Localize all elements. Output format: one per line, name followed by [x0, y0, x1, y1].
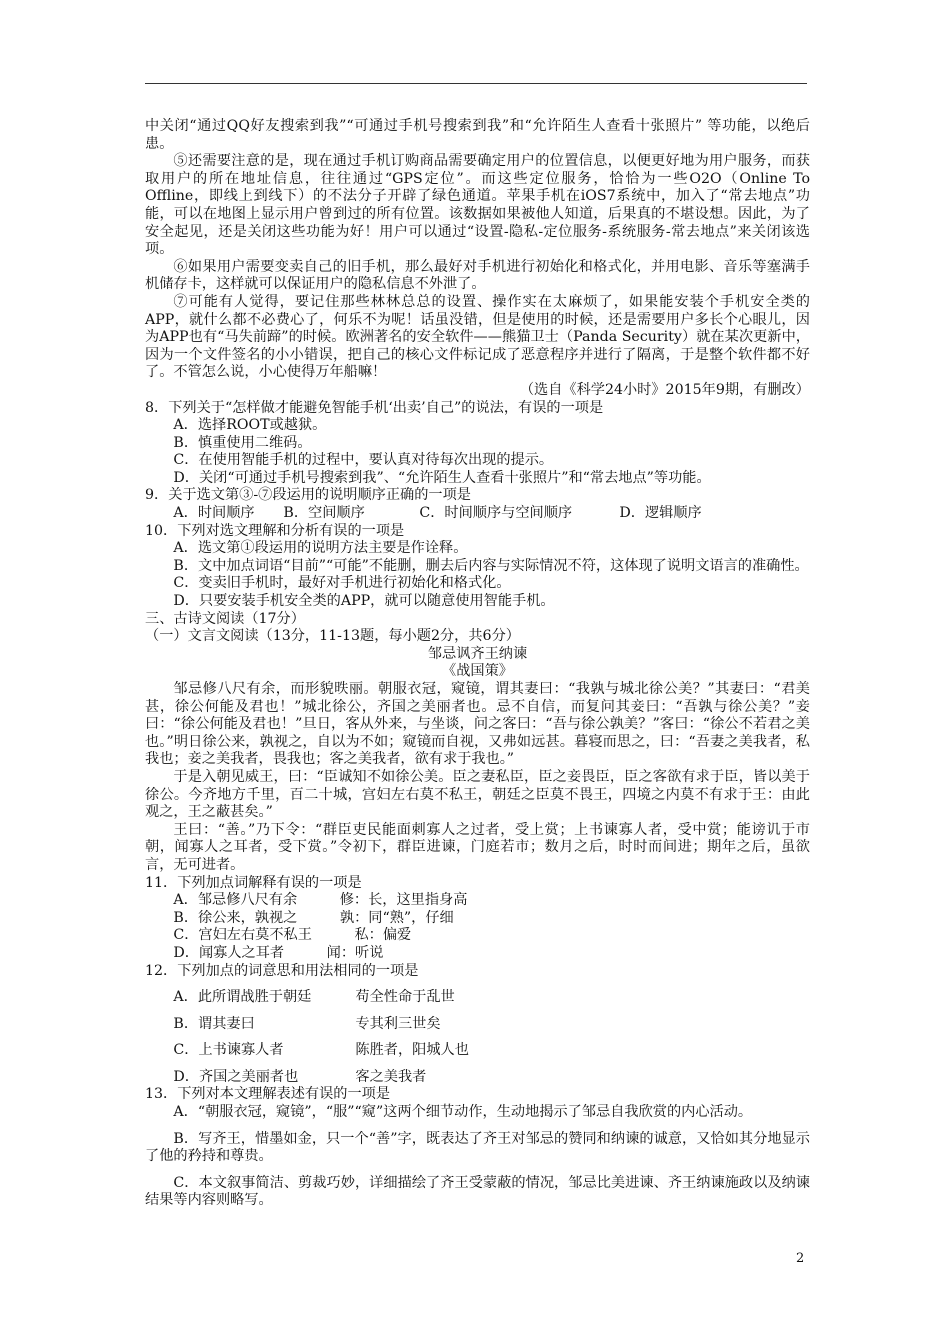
- question-9-option-c: C．时间顺序与空间顺序: [419, 505, 573, 522]
- section-heading: 三、古诗文阅读（17分）: [145, 610, 305, 627]
- question-11-option-c: C．宫妇左右莫不私王 私：偏爱: [173, 927, 412, 944]
- classical-paragraph-2: 于是入朝见威王，曰：“臣诚知不如徐公美。臣之妻私臣，臣之妾畏臣，臣之客欲有求于臣，皆以美于徐公。今齐地方千里，百二十城，宫妇左右莫不私王，朝廷之臣莫不畏王，四境之内莫不有求于王：由此观之，王之蔽甚矣。”: [145, 768, 810, 821]
- question-13-option-b: B．写齐王，惜墨如金，只一个“善”字，既表达了齐王对邹忌的赞同和纳谏的诚意，又恰如其分地显示了他的矜持和尊贵。: [145, 1130, 810, 1165]
- question-8-option-c: C．在使用智能手机的过程中，要认真对待每次出现的提示。: [173, 452, 554, 469]
- option-right: 客之美我者: [355, 1068, 427, 1085]
- question-13-option-a: A．“朝服衣冠，窥镜”，“服”“窥”这两个细节动作，生动地揭示了邹忌自我欣赏的内心活动。: [173, 1104, 753, 1121]
- question-8-option-a: A．选择ROOT或越狱。: [173, 417, 327, 434]
- article-source: （选自《科学24小时》2015年9期，有删改）: [519, 381, 810, 398]
- question-12-stem: 12．下列加点的词意思和用法相同的一项是: [145, 962, 419, 979]
- option-left: D．齐国之美丽者也: [173, 1068, 299, 1085]
- paragraph-5: ⑤还需要注意的是，现在通过手机订购商品需要确定用户的位置信息，以便更好地为用户服务，而获取用户的所在地址信息，往往通过“GPS定位”。而这些定位服务，恰恰为一些O2O（Online To Offline，即线上到线下）的不法分子开辟了绿色通道。苹果手机在iOS7系统中，加入了“常去地点”功能，可以在地图上显示用户曾到过的所有位置。该数据如果被他人知道，后果真的不堪设想。因此，为了安全起见，还是关闭这些功能为好！用户可以通过“设置-隐私-定位服务-系统服务-常去地点”来关闭该选项。: [145, 153, 810, 258]
- paragraph-6: ⑥如果用户需要变卖自己的旧手机，那么最好对手机进行初始化和格式化，并用电影、音乐等塞满手机储存卡，这样就可以保证用户的隐私信息不外泄了。: [145, 258, 810, 293]
- document-body: [145, 118, 810, 1210]
- header-rule: [145, 83, 807, 84]
- question-8-stem: 8．下列关于“怎样做才能避免智能手机‘出卖’自己”的说法，有误的一项是: [145, 399, 604, 416]
- option-left: C．上书谏寡人者: [173, 1042, 284, 1059]
- question-9-option-a: A．时间顺序: [173, 505, 255, 522]
- question-12-option-d: [145, 1069, 810, 1087]
- question-13-stem: 13．下列对本文理解表述有误的一项是: [145, 1086, 391, 1103]
- question-8-option-d: D．关闭“可通过手机号搜索到我”、“允许陌生人查看十张照片”和“常去地点”等功能。: [173, 469, 711, 486]
- question-11-option-d: D．闻寡人之耳者 闻：听说: [173, 944, 384, 961]
- option-right: 陈胜者，阳城人也: [355, 1042, 469, 1059]
- question-12-option-c: [145, 1042, 810, 1060]
- option-left: B．谓其妻曰: [173, 1015, 255, 1032]
- question-10-stem: 10．下列对选文理解和分析有误的一项是: [145, 522, 405, 539]
- paragraph-continuation: 中关闭“通过QQ好友搜索到我”“可通过手机号搜索到我”和“允许陌生人查看十张照片” 等功能，以绝后患。: [145, 118, 810, 152]
- option-right: 专其利三世矣: [355, 1015, 441, 1032]
- question-9-options: [145, 505, 810, 523]
- question-11-option-a: A．邹忌修八尺有余 修：长，这里指身高: [173, 892, 468, 909]
- option-left: A．此所谓战胜于朝廷: [173, 989, 312, 1006]
- question-8-option-b: B．慎重使用二维码。: [173, 434, 312, 451]
- option-right: 苟全性命于乱世: [355, 989, 455, 1006]
- classical-title: 邹忌讽齐王纳谏: [427, 645, 528, 662]
- question-11-stem: 11．下列加点词解释有误的一项是: [145, 874, 362, 891]
- question-12-option-a: [145, 989, 810, 1007]
- question-10-option-b: B．文中加点词语“目前”“可能”不能删，删去后内容与实际情况不符，这体现了说明文语言的准确性。: [173, 557, 809, 574]
- question-9-option-b: B．空间顺序: [283, 505, 365, 522]
- question-9-stem: 9．关于选文第③-⑦段运用的说明顺序正确的一项是: [145, 487, 471, 504]
- question-9-option-d: D．逻辑顺序: [619, 505, 702, 522]
- classical-source: 《战国策》: [442, 663, 513, 680]
- question-13-option-c: C．本文叙事简洁、剪裁巧妙，详细描绘了齐王受蒙蔽的情况，邹忌比美进谏、齐王纳谏施政以及纳谏结果等内容则略写。: [145, 1174, 810, 1209]
- question-10-option-a: A．选文第①段运用的说明方法主要是作诠释。: [173, 540, 468, 557]
- question-12-option-b: [145, 1016, 810, 1034]
- paragraph-7: ⑦可能有人觉得，要记住那些林林总总的设置、操作实在太麻烦了，如果能安装个手机安全类的APP，就什么都不必费心了，何乐不为呢！话虽没错，但是使用的时候，还是需要用户多长个心眼儿，因为APP也有“马失前蹄”的时候。欧洲著名的安全软件——熊猫卫士（Panda Security）就在某次更新中，因为一个文件签名的小小错误，把自己的核心文件标记成了恶意程序并进行了隔离，于是整个软件都不好了。不管怎么说，小心使得万年船嘛！: [145, 293, 810, 381]
- question-10-option-c: C．变卖旧手机时，最好对手机进行初始化和格式化。: [173, 575, 511, 592]
- classical-paragraph-3: 王曰：“善。”乃下令：“群臣吏民能面刺寡人之过者，受上赏；上书谏寡人者，受中赏；能谤讥于市朝，闻寡人之耳者，受下赏。”令初下，群臣进谏，门庭若市；数月之后，时时而间进；期年之后，虽欲言，无可进者。: [145, 821, 810, 873]
- subsection-heading: （一）文言文阅读（13分，11-13题，每小题2分，共6分）: [145, 628, 520, 645]
- classical-paragraph-1: 邹忌修八尺有余，而形貌昳丽。朝服衣冠，窥镜，谓其妻曰：“我孰与城北徐公美？”其妻曰：“君美甚，徐公何能及君也！”城北徐公，齐国之美丽者也。忌不自信，而复问其妾曰：“吾孰与徐公美？”妾曰：“徐公何能及君也！”旦日，客从外来，与坐谈，问之客曰：“吾与徐公孰美？”客曰：“徐公不若君之美也。”明日徐公来，孰视之，自以为不如；窥镜而自视，又弗如远甚。暮寝而思之，曰：“吾妻之美我者，私我也；妾之美我者，畏我也；客之美我者，欲有求于我也。”: [145, 681, 810, 768]
- question-10-option-d: D．只要安装手机安全类的APP，就可以随意使用智能手机。: [173, 593, 555, 610]
- page-number: 2: [796, 1251, 805, 1266]
- question-11-option-b: B．徐公来，孰视之 孰：同“熟”，仔细: [173, 909, 454, 926]
